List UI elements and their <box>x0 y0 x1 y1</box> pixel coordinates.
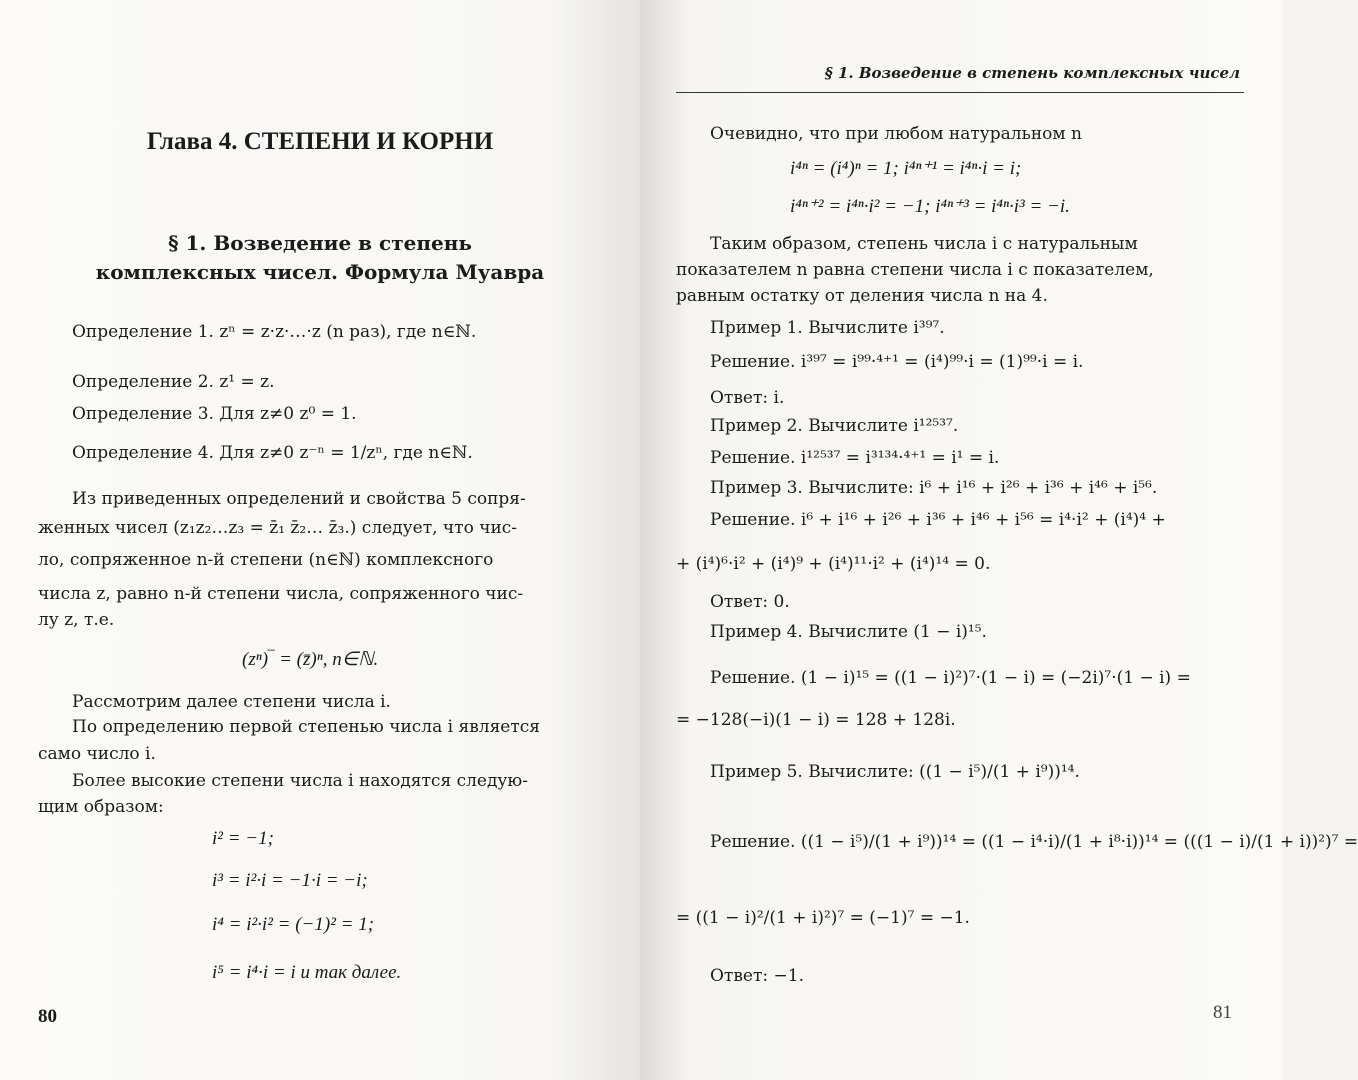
paragraph-remainder-line1: Таким образом, степень числа i с натуральным <box>710 234 1138 254</box>
section-title-line2: комплексных чисел. Формула Муавра <box>95 260 545 284</box>
power-i4: i⁴ = i²·i² = (−1)² = 1; <box>212 914 375 935</box>
solution-4-line2: = −128(−i)(1 − i) = 128 + 128i. <box>676 710 956 730</box>
answer-3: Ответ: 0. <box>710 592 790 612</box>
paragraph-higher-powers-line2: щим образом: <box>38 797 164 817</box>
solution-5-line2: = ((1 − i)²/(1 + i)²)⁷ = (−1)⁷ = −1. <box>676 908 970 928</box>
running-header: § 1. Возведение в степень комплексных чисел <box>824 64 1240 82</box>
power-i5: i⁵ = i⁴·i = i и так далее. <box>212 962 402 983</box>
paragraph-conjugate-line5: лу z, т.е. <box>38 610 115 630</box>
header-rule <box>676 92 1244 93</box>
paragraph-conjugate-line4: числа z, равно n-й степени числа, сопряженного чис- <box>38 584 524 604</box>
solution-2: Решение. i¹²⁵³⁷ = i³¹³⁴·⁴⁺¹ = i¹ = i. <box>710 448 1000 468</box>
section-title-line1: § 1. Возведение в степень <box>168 231 472 255</box>
paragraph-remainder-line2: показателем n равна степени числа i с показателем, <box>676 260 1154 280</box>
paragraph-remainder-line3: равным остатку от деления числа n на 4. <box>676 286 1048 306</box>
equation-i4n: i⁴ⁿ = (i⁴)ⁿ = 1; i⁴ⁿ⁺¹ = i⁴ⁿ·i = i; <box>790 158 1022 179</box>
answer-5: Ответ: −1. <box>710 966 804 986</box>
definition-2: Определение 2. z¹ = z. <box>72 372 275 392</box>
paragraph-first-power-line2: само число i. <box>38 744 156 764</box>
power-i3: i³ = i²·i = −1·i = −i; <box>212 870 368 891</box>
definition-4: Определение 4. Для z≠0 z⁻ⁿ = 1/zⁿ, где n∈ℕ. <box>72 443 473 463</box>
right-page <box>640 0 1358 1080</box>
solution-1: Решение. i³⁹⁷ = i⁹⁹·⁴⁺¹ = (i⁴)⁹⁹·i = (1)⁹⁹·i = i. <box>710 352 1084 372</box>
example-2: Пример 2. Вычислите i¹²⁵³⁷. <box>710 416 959 436</box>
page-number-right: 81 <box>1213 1002 1232 1023</box>
left-page <box>0 0 640 1080</box>
solution-3-line2: + (i⁴)⁶·i² + (i⁴)⁹ + (i⁴)¹¹·i² + (i⁴)¹⁴ = 0. <box>676 554 991 574</box>
paragraph-conjugate-line2: женных чисел (z₁z₂…z₃ = z̄₁ z̄₂… z̄₃.) следует, что чис- <box>38 518 518 538</box>
example-4: Пример 4. Вычислите (1 − i)¹⁵. <box>710 622 987 642</box>
example-1: Пример 1. Вычислите i³⁹⁷. <box>710 318 945 338</box>
paragraph-conjugate-line1: Из приведенных определений и свойства 5 сопря- <box>72 489 526 509</box>
paragraph-first-power-line1: По определению первой степенью числа i является <box>72 717 541 737</box>
answer-1: Ответ: i. <box>710 388 785 408</box>
definition-1: Определение 1. zⁿ = z·z·…·z (n раз), где n∈ℕ. <box>72 322 477 342</box>
solution-4-line1: Решение. (1 − i)¹⁵ = ((1 − i)²)⁷·(1 − i) = (−2i)⁷·(1 − i) = <box>710 668 1191 688</box>
page-number-left: 80 <box>38 1006 57 1027</box>
solution-5-line1: Решение. ((1 − i⁵)/(1 + i⁹))¹⁴ = ((1 − i⁴·i)/(1 + i⁸·i))¹⁴ = (((1 − i)/(1 + i))²)⁷ = <box>710 832 1358 852</box>
example-3: Пример 3. Вычислите: i⁶ + i¹⁶ + i²⁶ + i³⁶ + i⁴⁶ + i⁵⁶. <box>710 478 1158 498</box>
line-obviously: Очевидно, что при любом натуральном n <box>710 124 1082 144</box>
solution-3-line1: Решение. i⁶ + i¹⁶ + i²⁶ + i³⁶ + i⁴⁶ + i⁵⁶ = i⁴·i² + (i⁴)⁴ + <box>710 510 1166 530</box>
power-i2: i² = −1; <box>212 828 274 849</box>
formula-conjugate-power: (zⁿ)‾ = (z̄)ⁿ, n∈ℕ. <box>242 649 379 670</box>
definition-3: Определение 3. Для z≠0 z⁰ = 1. <box>72 404 357 424</box>
paragraph-higher-powers-line1: Более высокие степени числа i находятся следую- <box>72 771 528 791</box>
example-5: Пример 5. Вычислите: ((1 − i⁵)/(1 + i⁹))¹⁴. <box>710 762 1080 782</box>
equation-i4n2: i⁴ⁿ⁺² = i⁴ⁿ·i² = −1; i⁴ⁿ⁺³ = i⁴ⁿ·i³ = −i. <box>790 196 1070 217</box>
paragraph-conjugate-line3: ло, сопряженное n-й степени (n∈ℕ) комплексного <box>38 550 494 570</box>
chapter-title: Глава 4. СТЕПЕНИ И КОРНИ <box>146 128 494 155</box>
paragraph-powers-intro: Рассмотрим далее степени числа i. <box>72 692 391 712</box>
